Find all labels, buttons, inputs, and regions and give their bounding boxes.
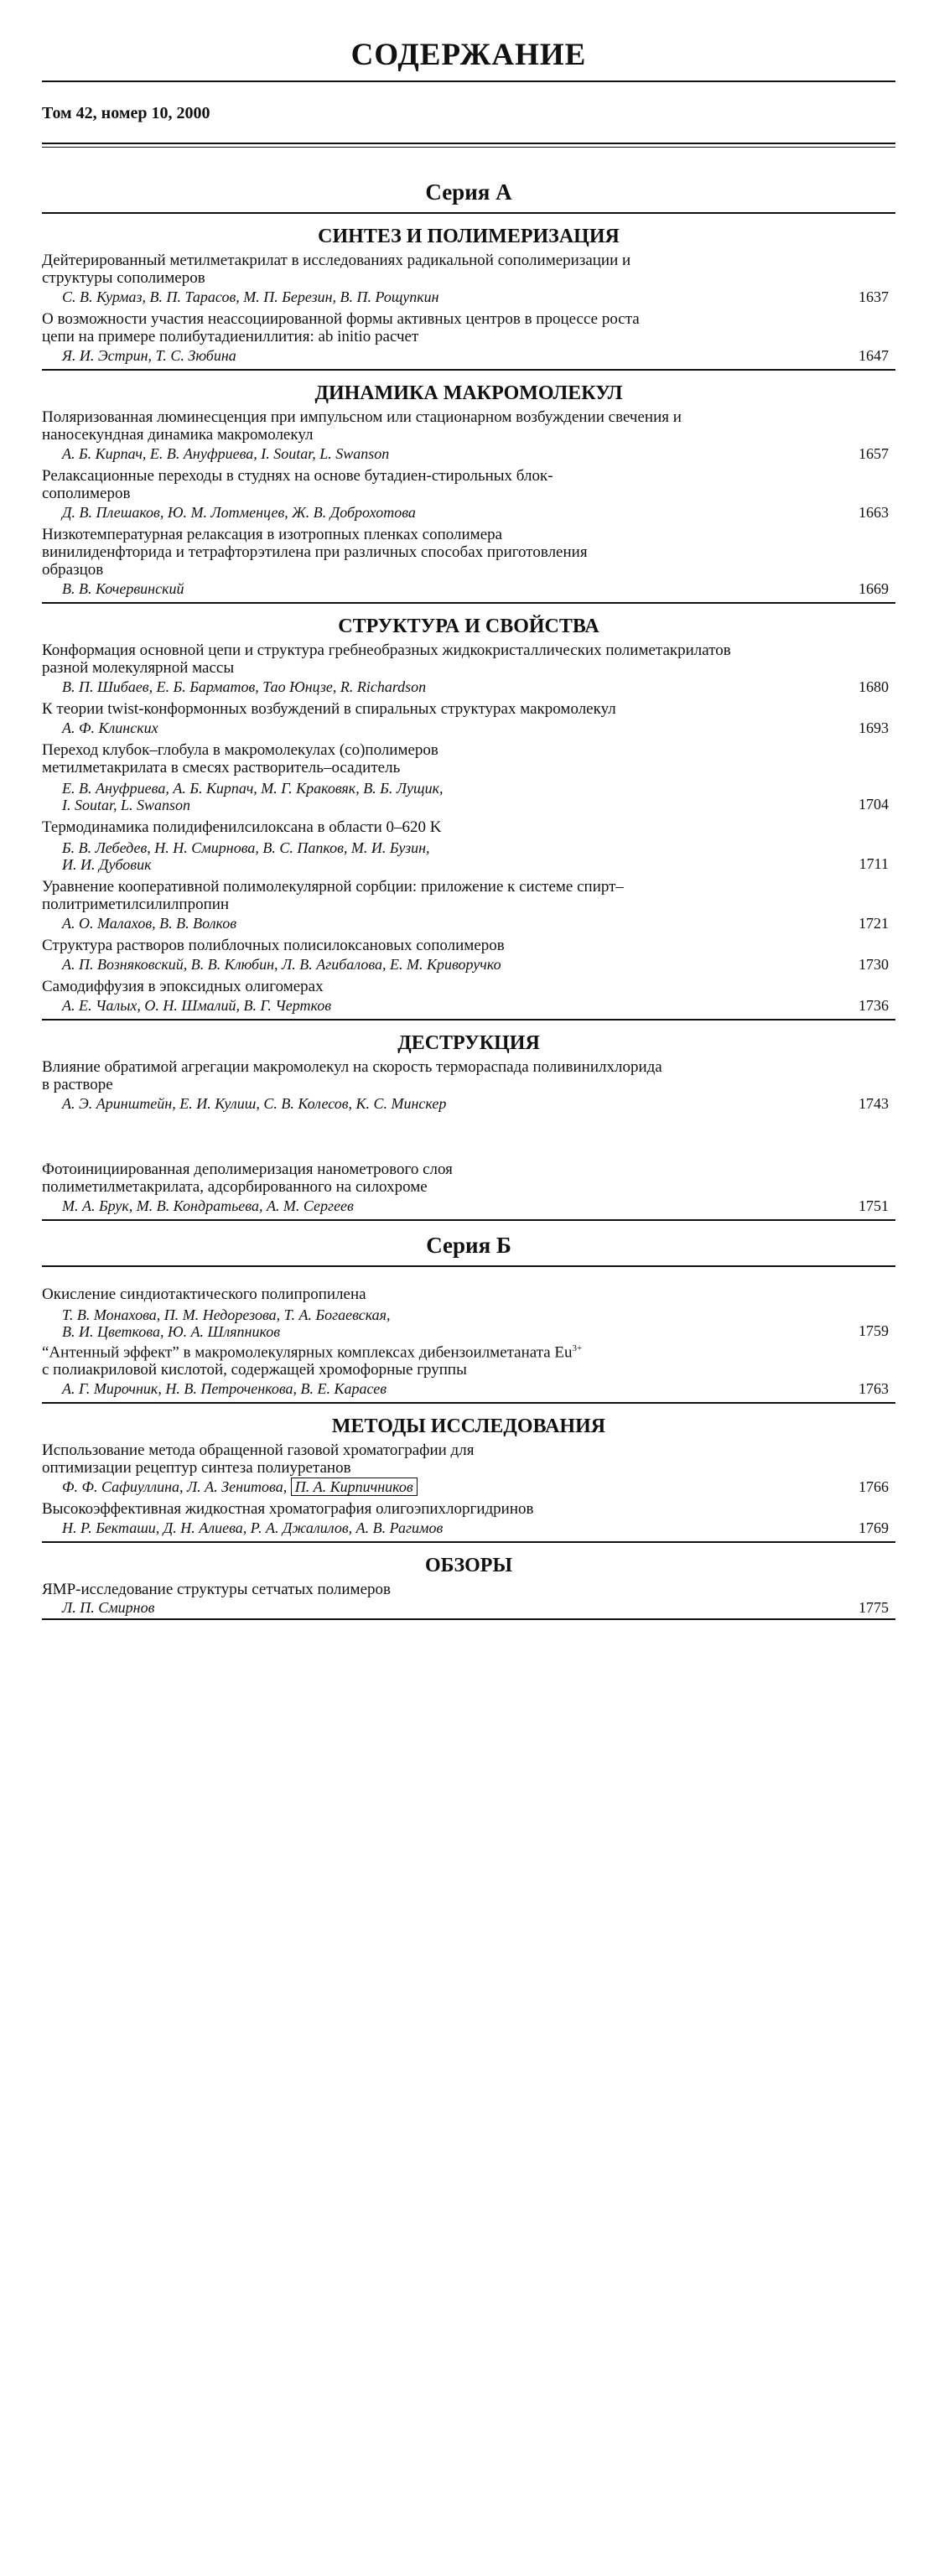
article-6[interactable] [42, 641, 895, 700]
article-11[interactable] [42, 937, 895, 978]
article-authors: А. Э. Аринштейн, Е. И. Кулиш, С. В. Колесов, К. С. Минскер [62, 1095, 447, 1112]
section-structure: СТРУКТУРА И СВОЙСТВА [338, 615, 599, 637]
article-8[interactable] [42, 741, 895, 813]
title-superscript: 3+ [572, 1343, 583, 1353]
article-page: 1680 [859, 678, 889, 695]
article-authors: А. Е. Чалых, О. Н. Шмалий, В. Г. Чертков [62, 997, 332, 1014]
article-authors: Я. И. Эстрин, Т. С. Зюбина [62, 347, 236, 364]
article-16[interactable] [42, 1340, 895, 1402]
authors-boxed: П. А. Кирпичников [291, 1478, 418, 1496]
article-13[interactable] [42, 1058, 895, 1117]
section-destruction: ДЕСТРУКЦИЯ [397, 1032, 540, 1054]
series-b-heading: Серия Б [426, 1233, 511, 1258]
article-title: Уравнение кооперативной полимолекулярной сорбции: приложение к системе спирт–политриметилсилилпропин [42, 878, 624, 913]
article-authors: Л. П. Смирнов [62, 1599, 155, 1617]
article-title: Использование метода обращенной газовой хроматографии для оптимизации рецептур синтеза полиуретанов [42, 1441, 475, 1478]
article-title: Конформация основной цепи и структура гребнеобразных жидкокристаллических полиметакрилатов разной молекулярной массы [42, 641, 731, 677]
article-page: 1736 [859, 997, 889, 1014]
article-title: Низкотемпературная релаксация в изотропных пленках сополимера винилиденфторида и тетрафторэтилена при различных способах приготовления образцов [42, 526, 588, 579]
page-title: СОДЕРЖАНИЕ [350, 38, 587, 72]
authors-text: Ф. Ф. Сафиуллина, Л. А. Зенитова, [62, 1478, 288, 1496]
article-authors-line-2: I. Soutar, L. Swanson [62, 797, 191, 813]
article-2[interactable] [42, 310, 895, 369]
article-page: 1766 [859, 1478, 889, 1496]
article-4[interactable] [42, 467, 895, 526]
article-title-line-2: с полиакриловой кислотой, содержащей хромофорные группы [42, 1361, 467, 1379]
article-title [42, 1340, 895, 1379]
article-page: 1657 [859, 445, 889, 462]
article-title: Поляризованная люминесценция при импульсном или стационарном возбуждении свечения и наносекундная динамика макромолекул [42, 408, 682, 444]
section-synthesis: СИНТЕЗ И ПОЛИМЕРИЗАЦИЯ [318, 226, 620, 247]
article-authors-line-2: И. И. Дубовик [62, 856, 152, 873]
article-title: ЯМР-исследование структуры сетчатых полимеров [42, 1581, 391, 1599]
article-5[interactable] [42, 526, 895, 602]
section-dynamics: ДИНАМИКА МАКРОМОЛЕКУЛ [314, 382, 623, 404]
article-page: 1637 [859, 288, 889, 305]
article-authors: Д. В. Плешаков, Ю. М. Лотменцев, Ж. В. Доброхотова [62, 504, 416, 521]
article-title: О возможности участия неассоциированной формы активных центров в процессе роста цепи на примере полибутадиениллития: ab initio расчет [42, 310, 640, 345]
section-reviews: ОБЗОРЫ [424, 1555, 513, 1577]
article-12[interactable] [42, 978, 895, 1019]
article-authors: В. В. Кочервинский [62, 580, 184, 597]
article-title-line-1: “Антенный эффект” в макромолекулярных комплексах дибензоилметаната Eu [42, 1343, 573, 1362]
article-authors: С. В. Курмаз, В. П. Тарасов, М. П. Березин, В. П. Рощупкин [62, 288, 439, 305]
section-rule [42, 1618, 895, 1620]
article-title: Самодиффузия в эпоксидных олигомерах [42, 978, 324, 995]
article-10[interactable] [42, 878, 895, 937]
article-page: 1769 [859, 1519, 889, 1537]
article-title: Высокоэффективная жидкостная хроматография олигоэпихлоргидринов [42, 1500, 534, 1519]
article-authors: А. Б. Кирпач, Е. В. Ануфриева, I. Soutar, L. Swanson [62, 445, 390, 462]
article-authors-line-1: Б. В. Лебедев, Н. Н. Смирнова, В. С. Папков, М. И. Бузин, [62, 839, 430, 856]
article-page: 1763 [859, 1380, 889, 1398]
article-title: Структура растворов полиблочных полисилоксановых сополимеров [42, 937, 505, 954]
section-methods: МЕТОДЫ ИССЛЕДОВАНИЯ [331, 1415, 606, 1438]
article-15[interactable] [42, 1285, 895, 1340]
article-title: Дейтерированный метилметакрилат в исследованиях радикальной сополимеризации и структуры сополимеров [42, 252, 631, 287]
contents-page [42, 0, 895, 1620]
article-authors: М. А. Брук, М. В. Кондратьева, А. М. Сергеев [62, 1197, 354, 1214]
article-page: 1730 [859, 956, 889, 973]
article-authors-line-1: Е. В. Ануфриева, А. Б. Кирпач, М. Г. Краковяк, В. Б. Лущик, [62, 780, 444, 797]
article-authors: А. Ф. Клинских [62, 719, 158, 736]
article-page: 1759 [859, 1322, 889, 1339]
volume-info: Том 42, номер 10, 2000 [42, 104, 210, 122]
article-authors-line-2: В. И. Цветкова, Ю. А. Шляпников [62, 1323, 281, 1340]
article-title: Термодинамика полидифенилсилоксана в области 0–620 K [42, 818, 442, 836]
article-page: 1669 [859, 580, 889, 597]
article-18[interactable] [42, 1500, 895, 1541]
article-7[interactable] [42, 700, 895, 741]
article-page: 1711 [859, 855, 889, 872]
series-a-heading: Серия А [425, 179, 512, 205]
article-title: Фотоинициированная деполимеризация нанометрового слоя полиметилметакрилата, адсорбированного на силохроме [42, 1161, 453, 1196]
article-page: 1693 [859, 719, 889, 736]
article-title: Влияние обратимой агрегации макромолекул на скорость термораспада поливинилхлорида в растворе [42, 1058, 662, 1093]
article-authors-line-1: Т. В. Монахова, П. М. Недорезова, Т. А. Богаевская, [62, 1306, 391, 1323]
article-3[interactable] [42, 408, 895, 467]
article-authors [62, 1478, 418, 1496]
article-page: 1663 [859, 504, 889, 521]
article-authors: А. О. Малахов, В. В. Волков [62, 915, 237, 932]
article-title: Переход клубок–глобула в макромолекулах (со)полимеров метилметакрилата в смесях растворитель–осадитель [42, 741, 438, 776]
article-page: 1751 [859, 1197, 889, 1214]
article-17[interactable] [42, 1441, 895, 1500]
article-page: 1647 [859, 347, 889, 364]
article-14[interactable] [42, 1161, 895, 1219]
article-title: К теории twist-конформонных возбуждений в спиральных структурах макромолекул [42, 700, 616, 718]
article-page: 1721 [859, 915, 889, 932]
article-page: 1775 [859, 1599, 889, 1617]
article-1[interactable] [42, 252, 895, 310]
article-authors: Н. Р. Бекташи, Д. Н. Алиева, Р. А. Джалилов, А. В. Рагимов [62, 1519, 444, 1537]
article-page: 1743 [859, 1095, 889, 1112]
article-authors: А. Г. Мирочник, Н. В. Петроченкова, В. Е. Карасев [62, 1380, 387, 1398]
article-title: Релаксационные переходы в студнях на основе бутадиен-стирольных блок-сополимеров [42, 467, 553, 502]
article-authors: А. П. Возняковский, В. В. Клюбин, Л. В. Агибалова, Е. М. Криворучко [62, 956, 501, 973]
article-19[interactable] [42, 1581, 895, 1618]
article-9[interactable] [42, 818, 895, 873]
article-authors: В. П. Шибаев, Е. Б. Барматов, Тао Юнцзе, R. Richardson [62, 678, 427, 695]
article-title: Окисление синдиотактического полипропилена [42, 1285, 366, 1303]
article-page: 1704 [859, 796, 889, 813]
